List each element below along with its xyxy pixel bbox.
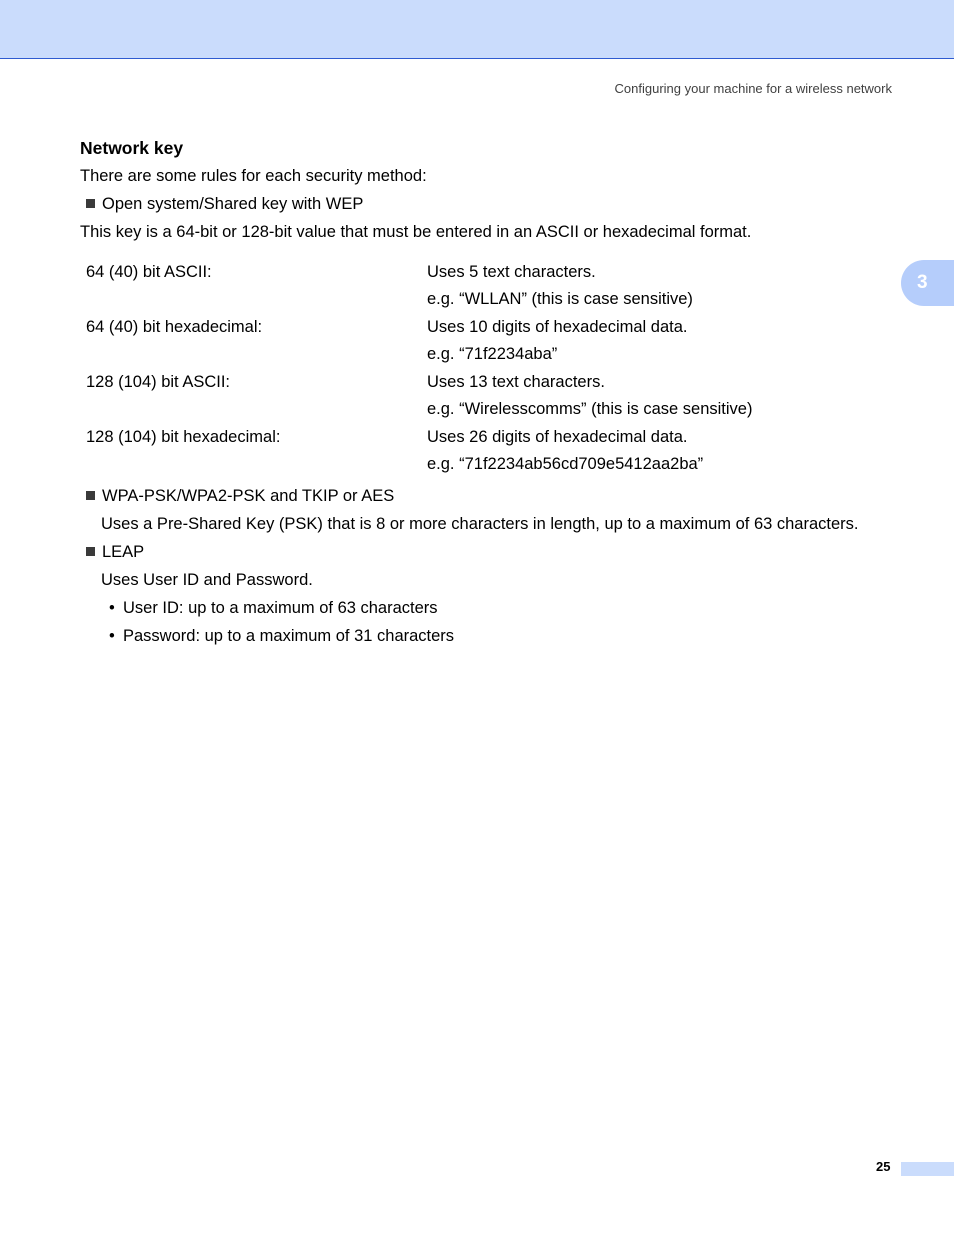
bullet-wep-title: Open system/Shared key with WEP [102, 195, 364, 213]
wpa-description: Uses a Pre-Shared Key (PSK) that is 8 or more characters in length, up to a maximum of 63 characters. [101, 515, 859, 533]
running-header: Configuring your machine for a wireless network [614, 81, 892, 96]
list-item-text: Password: up to a maximum of 31 characters [123, 627, 455, 645]
page-content [80, 135, 900, 650]
key-example: e.g. “WLLAN” (this is case sensitive) [427, 290, 693, 308]
list-item-text: User ID: up to a maximum of 63 characters [123, 599, 438, 617]
leap-description: Uses User ID and Password. [101, 571, 313, 589]
bullet-wpa-title: WPA-PSK/WPA2-PSK and TKIP or AES [102, 487, 395, 505]
wep-description: This key is a 64-bit or 128-bit value that must be entered in an ASCII or hexadecimal format. [80, 223, 752, 241]
table-row [86, 423, 752, 451]
table-row [86, 258, 752, 286]
wep-key-table [86, 258, 752, 478]
square-bullet-icon [86, 547, 95, 556]
key-example: e.g. “Wirelesscomms” (this is case sensitive) [427, 400, 753, 418]
section-title: Network key [80, 138, 184, 158]
bullet-wep [80, 190, 900, 218]
key-rule: Uses 10 digits of hexadecimal data. [427, 318, 688, 336]
key-type: 64 (40) bit hexadecimal: [86, 318, 263, 336]
page-number: 25 [876, 1159, 891, 1174]
key-rule: Uses 13 text characters. [427, 373, 605, 391]
key-rule: Uses 26 digits of hexadecimal data. [427, 428, 688, 446]
bullet-leap [80, 538, 900, 566]
table-row [86, 313, 752, 341]
dot-bullet-icon: • [109, 627, 115, 645]
key-type: 128 (104) bit ASCII: [86, 373, 230, 391]
footer-bar [901, 1162, 954, 1176]
header-band [0, 0, 954, 59]
key-example: e.g. “71f2234ab56cd709e5412aa2ba” [427, 455, 704, 473]
list-item [80, 622, 900, 650]
table-row [86, 368, 752, 396]
chapter-tab: 3 [901, 260, 954, 306]
bullet-leap-title: LEAP [102, 543, 145, 561]
key-type: 64 (40) bit ASCII: [86, 263, 212, 281]
square-bullet-icon [86, 199, 95, 208]
list-item [80, 594, 900, 622]
section-intro: There are some rules for each security method: [80, 167, 427, 185]
dot-bullet-icon: • [109, 599, 115, 617]
key-type: 128 (104) bit hexadecimal: [86, 428, 281, 446]
key-rule: Uses 5 text characters. [427, 263, 596, 281]
key-example: e.g. “71f2234aba” [427, 345, 558, 363]
bullet-wpa [80, 482, 900, 510]
square-bullet-icon [86, 491, 95, 500]
